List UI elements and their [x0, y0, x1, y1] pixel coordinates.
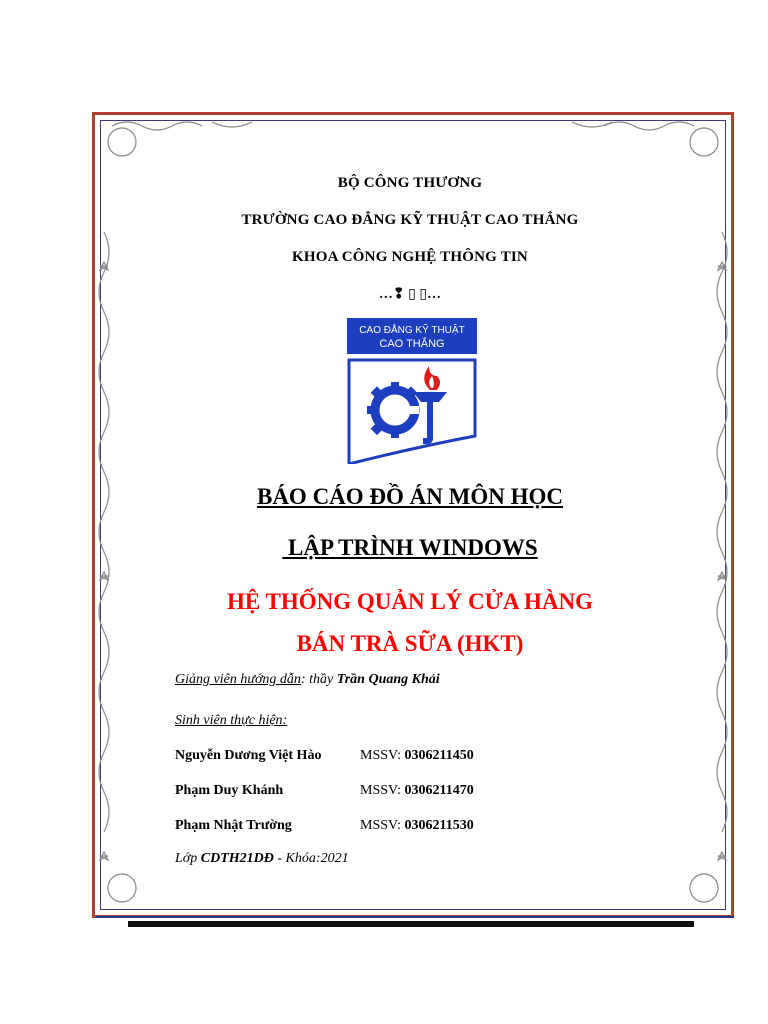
mssv-label: MSSV:	[360, 818, 405, 833]
instructor-name: Trần Quang Khải	[336, 672, 440, 687]
students-label: Sinh viên thực hiện:	[175, 713, 288, 728]
class-code: CDTH21DĐ	[200, 851, 274, 866]
header-separator: …❢ ▯ ▯…	[378, 287, 442, 302]
instructor-prefix: : thầy	[300, 672, 337, 687]
logo-text-line2: CAO THẮNG	[379, 338, 445, 350]
ministry-name: BỘ CÔNG THƯƠNG	[337, 175, 483, 191]
student-mssv-1	[360, 748, 474, 764]
project-title-line2: BÁN TRÀ SỮA (HKT)	[296, 631, 524, 656]
class-sep: - Khóa:	[273, 851, 321, 866]
report-title: BÁO CÁO ĐỒ ÁN MÔN HỌC	[256, 484, 564, 509]
class-year: 2021	[320, 851, 349, 866]
student-mssv-3	[360, 818, 474, 834]
student-name-3: Phạm Nhật Trường	[175, 818, 292, 833]
school-logo	[347, 318, 477, 464]
bottom-rule-blue	[96, 916, 734, 918]
instructor-label: Giảng viên hướng dẫn	[175, 672, 301, 687]
mssv-label: MSSV:	[360, 748, 405, 763]
mssv-value: 0306211450	[404, 748, 474, 763]
student-name-2: Phạm Duy Khánh	[175, 783, 284, 798]
bottom-rule-black	[128, 921, 694, 927]
mssv-value: 0306211530	[404, 818, 474, 833]
student-name-1: Nguyễn Dương Việt Hào	[175, 748, 322, 763]
mssv-value: 0306211470	[404, 783, 474, 798]
class-label: Lớp	[175, 851, 201, 866]
instructor-line	[175, 672, 440, 688]
gear-icon	[367, 382, 419, 438]
logo-text-line1: CAO ĐẲNG KỸ THUẬT	[359, 325, 465, 336]
school-name: TRƯỜNG CAO ĐẲNG KỸ THUẬT CAO THẮNG	[241, 212, 579, 228]
mssv-label: MSSV:	[360, 783, 405, 798]
class-info	[175, 851, 349, 867]
project-title-line1: HỆ THỐNG QUẢN LÝ CỬA HÀNG	[226, 589, 594, 614]
faculty-name: KHOA CÔNG NGHỆ THÔNG TIN	[292, 249, 528, 265]
subject-title: LẬP TRÌNH WINDOWS	[282, 535, 538, 560]
student-mssv-2	[360, 783, 474, 799]
